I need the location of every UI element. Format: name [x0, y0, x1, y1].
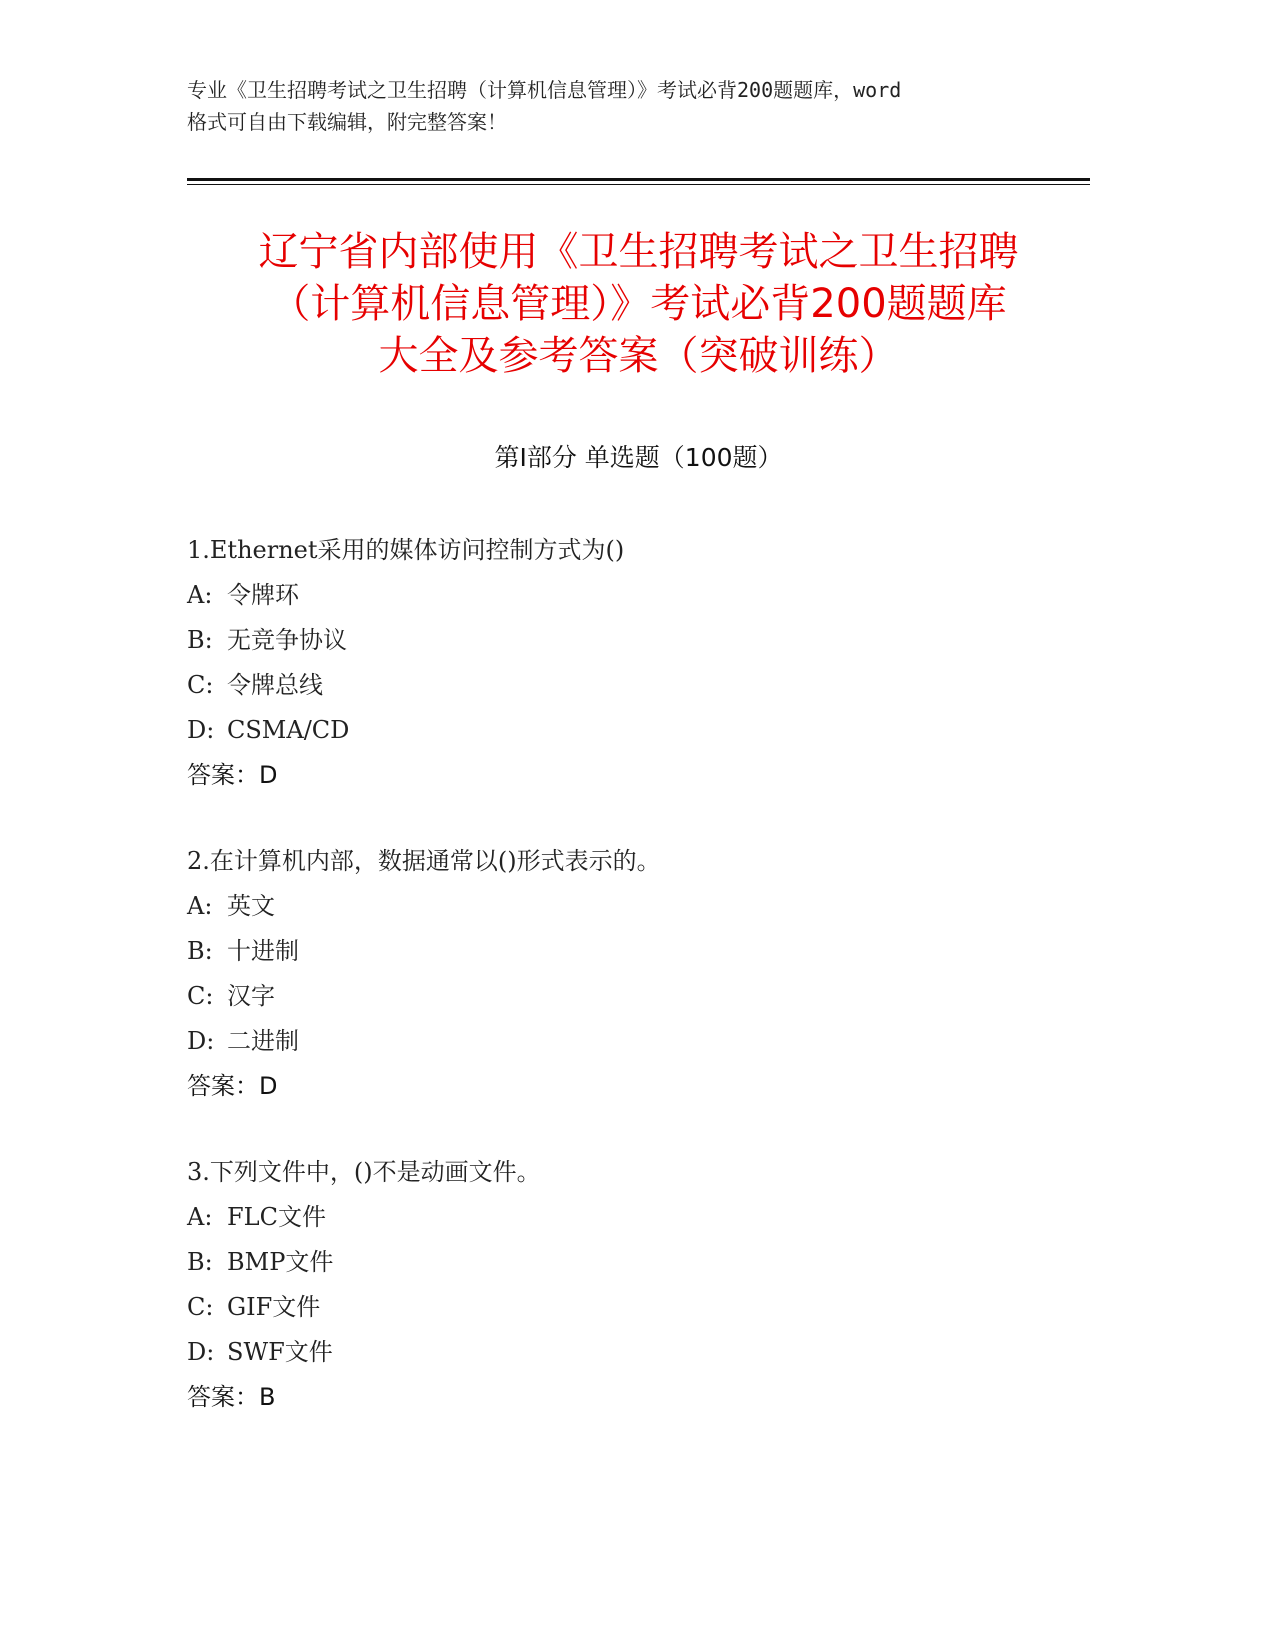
- question-item: [187, 528, 1090, 798]
- option-d: [187, 1330, 1090, 1375]
- header-note-line: 格式可自由下载编辑，附完整答案！: [187, 110, 507, 134]
- option-label: C:: [187, 1293, 214, 1321]
- option-text: GIF文件: [227, 1293, 321, 1321]
- option-label: A:: [187, 892, 213, 920]
- option-d: [187, 708, 1090, 753]
- title-line: 大全及参考答案（突破训练）: [378, 333, 899, 379]
- question-text: 2.在计算机内部，数据通常以()形式表示的。: [187, 847, 661, 875]
- answer-text: 答案：B: [187, 1383, 276, 1411]
- option-label: A:: [187, 581, 213, 609]
- option-text: 英文: [227, 892, 275, 920]
- title-line: （计算机信息管理）》考试必背200题题库: [270, 281, 1007, 327]
- question-item: [187, 839, 1090, 1109]
- option-a: [187, 1195, 1090, 1240]
- header-divider-thick: [187, 178, 1090, 181]
- answer-text: 答案：D: [187, 761, 278, 789]
- header-note-line: 专业《卫生招聘考试之卫生招聘（计算机信息管理）》考试必背200题题库，word: [187, 78, 902, 102]
- option-text: 令牌总线: [227, 671, 323, 699]
- header-note: [187, 74, 1087, 138]
- option-text: SWF文件: [227, 1338, 333, 1366]
- option-a: [187, 573, 1090, 618]
- option-text: FLC文件: [227, 1203, 326, 1231]
- option-label: C:: [187, 982, 214, 1010]
- option-b: [187, 618, 1090, 663]
- option-text: 十进制: [227, 937, 299, 965]
- option-b: [187, 929, 1090, 974]
- option-text: 二进制: [227, 1027, 299, 1055]
- option-label: C:: [187, 671, 214, 699]
- option-a: [187, 884, 1090, 929]
- option-label: B:: [187, 626, 213, 654]
- title-line: 辽宁省内部使用《卫生招聘考试之卫生招聘: [258, 229, 1019, 275]
- header-divider-thin: [187, 184, 1090, 185]
- option-label: D:: [187, 1338, 215, 1366]
- answer-text: 答案：D: [187, 1072, 278, 1100]
- page-title: [187, 226, 1090, 382]
- option-text: 汉字: [227, 982, 275, 1010]
- question-text: 3.下列文件中，()不是动画文件。: [187, 1158, 541, 1186]
- option-label: D:: [187, 1027, 215, 1055]
- option-text: 令牌环: [227, 581, 299, 609]
- option-label: D:: [187, 716, 215, 744]
- option-text: 无竞争协议: [227, 626, 347, 654]
- option-label: A:: [187, 1203, 213, 1231]
- option-text: BMP文件: [227, 1248, 334, 1276]
- option-c: [187, 1285, 1090, 1330]
- section-title: 第Ⅰ部分 单选题（100题）: [494, 443, 783, 472]
- option-label: B:: [187, 937, 213, 965]
- option-c: [187, 974, 1090, 1019]
- question-item: [187, 1150, 1090, 1420]
- option-d: [187, 1019, 1090, 1064]
- option-text: CSMA/CD: [227, 716, 350, 744]
- option-label: B:: [187, 1248, 213, 1276]
- question-list: [187, 528, 1090, 1461]
- option-c: [187, 663, 1090, 708]
- question-text: 1.Ethernet采用的媒体访问控制方式为(): [187, 536, 625, 564]
- option-b: [187, 1240, 1090, 1285]
